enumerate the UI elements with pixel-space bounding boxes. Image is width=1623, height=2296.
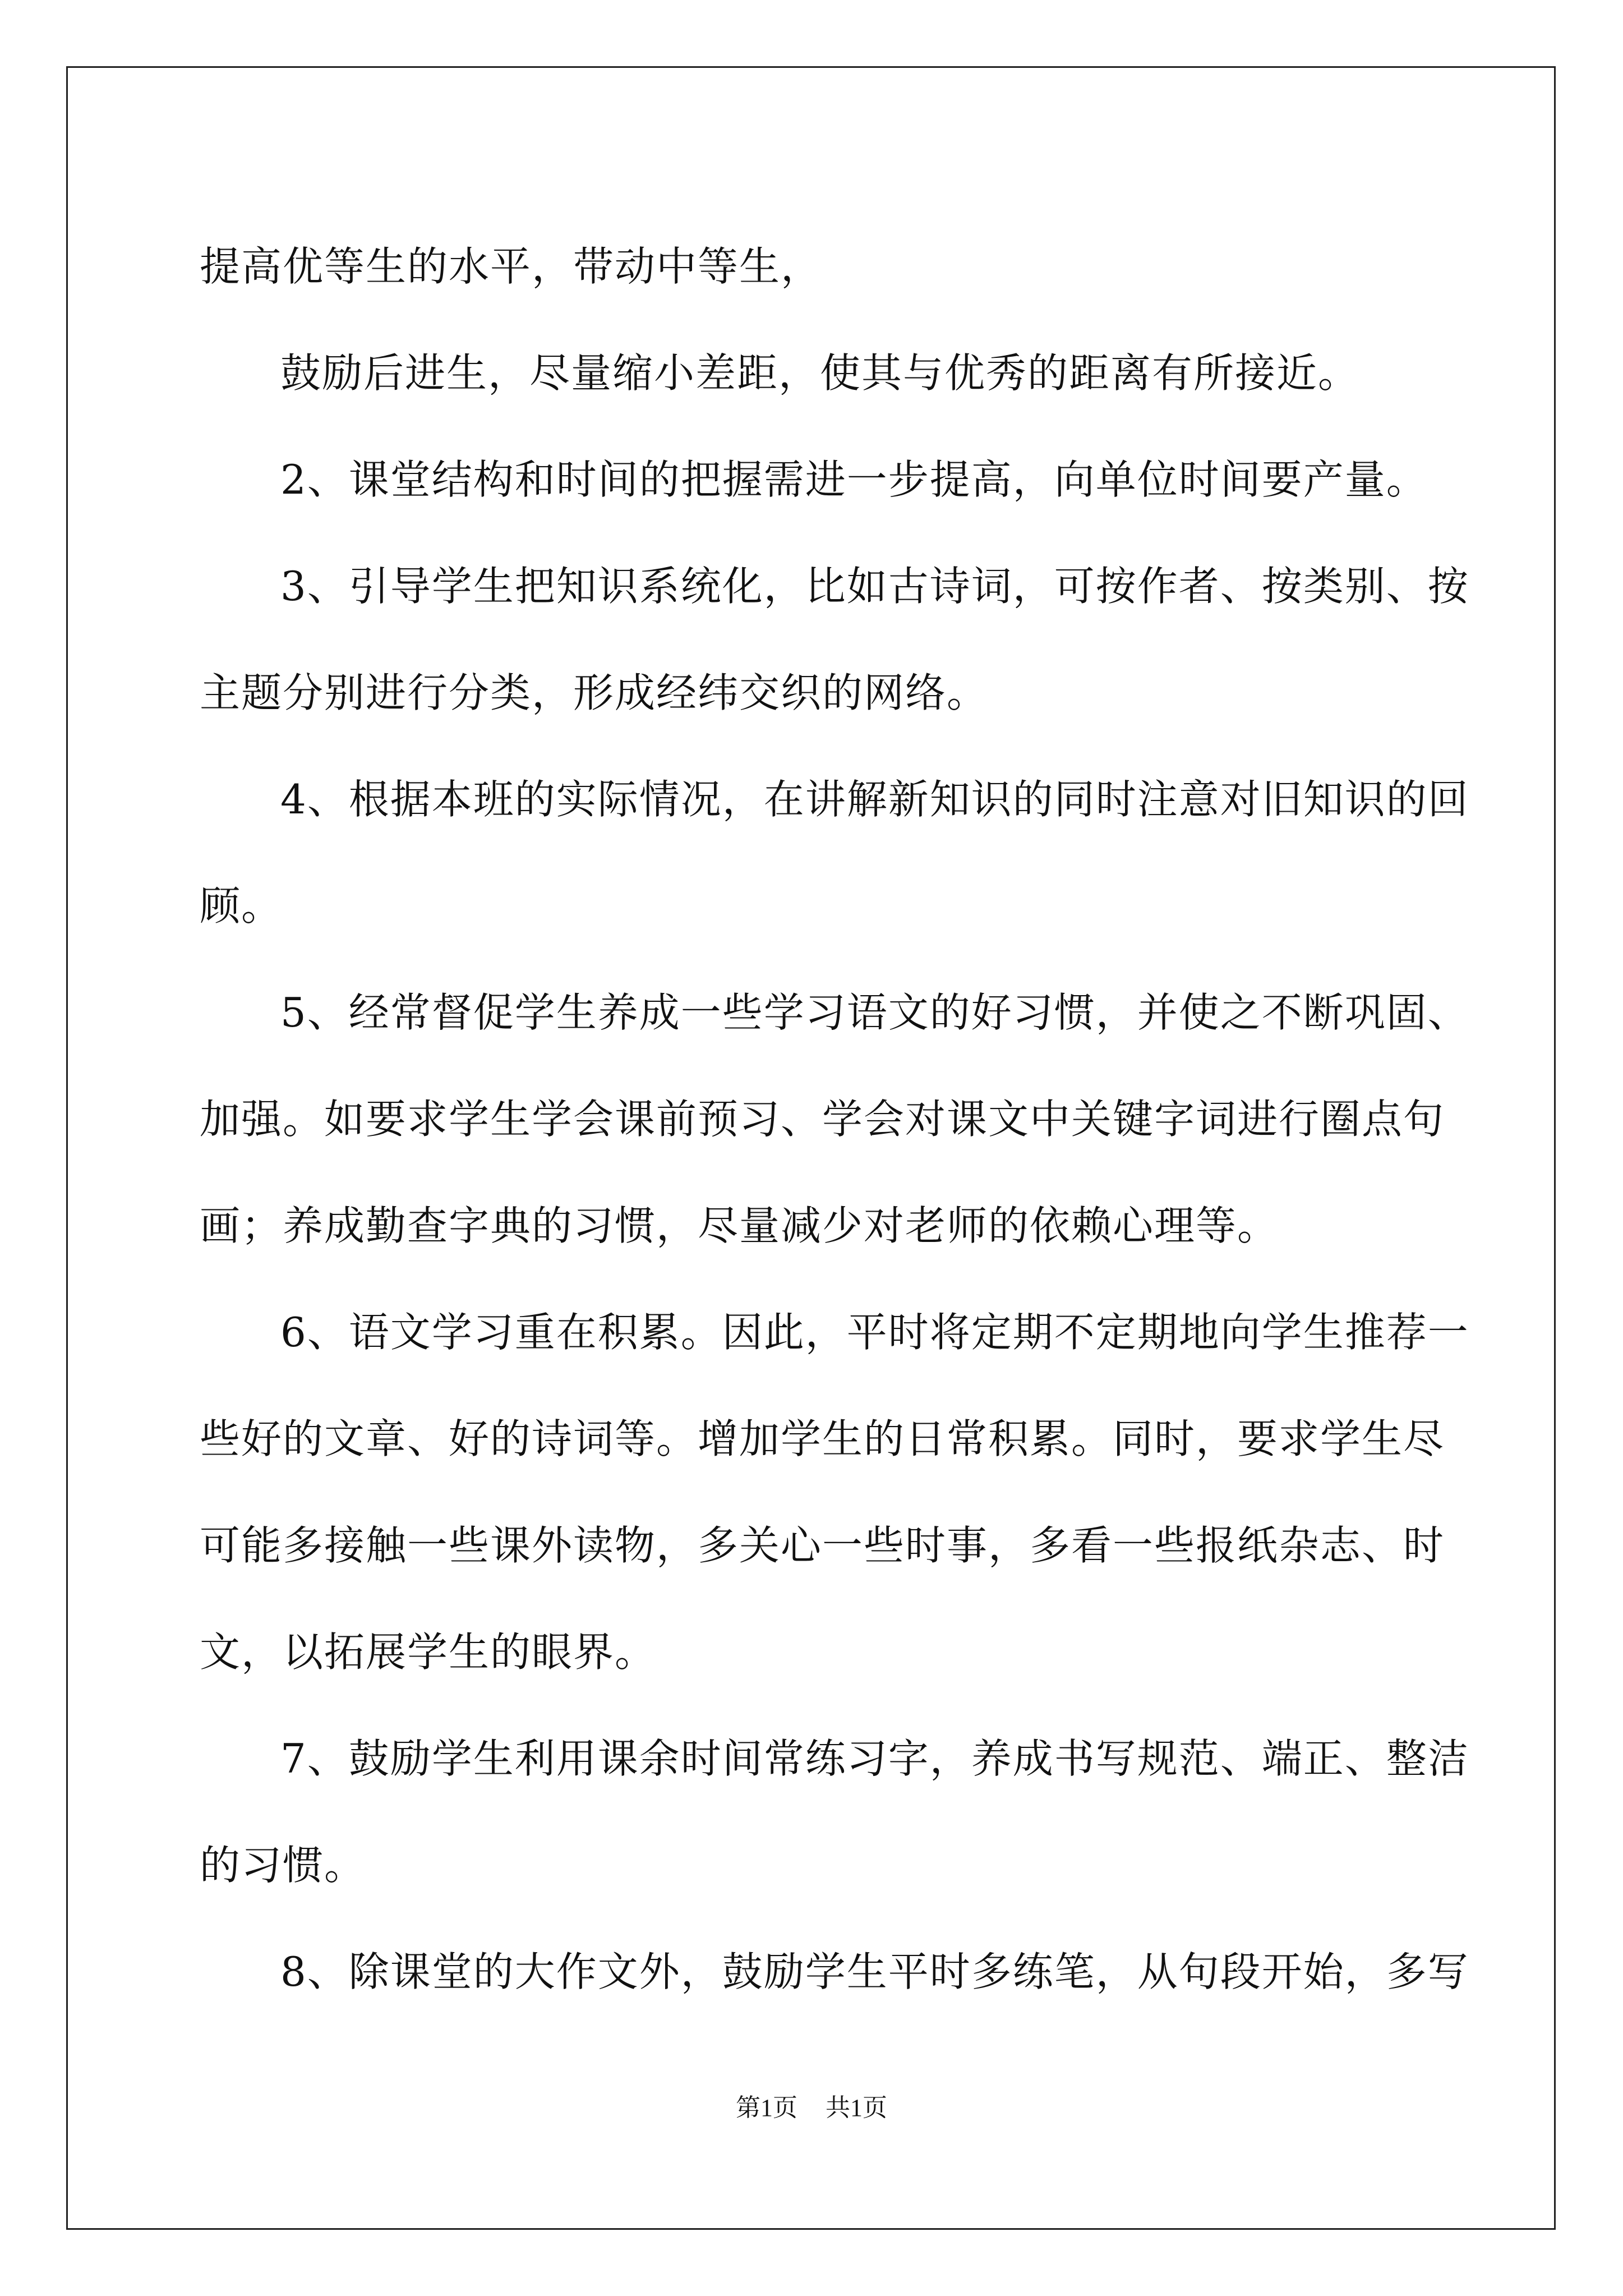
text-line: 顾。	[200, 882, 283, 930]
page-footer	[0, 2091, 1623, 2125]
text-line: 鼓励后进生，尽量缩小差距，使其与优秀的距离有所接近。	[280, 349, 1360, 397]
text-line: 2、课堂结构和时间的把握需进一步提高，向单位时间要产量。	[280, 456, 1428, 503]
page-total: 共1页	[826, 2094, 887, 2122]
text-line: 提高优等生的水平，带动中等生，	[200, 243, 823, 290]
page-number: 第1页	[736, 2094, 797, 2122]
text-line: 可能多接触一些课外读物，多关心一些时事，多看一些报纸杂志、时	[200, 1522, 1445, 1569]
document-body	[200, 213, 1469, 2025]
text-line: 8、除课堂的大作文外，鼓励学生平时多练笔，从句段开始，多写	[280, 1948, 1469, 1995]
text-line: 7、鼓励学生利用课余时间常练习字，养成书写规范、端正、整洁	[280, 1735, 1469, 1782]
text-line: 加强。如要求学生学会课前预习、学会对课文中关键字词进行圈点句	[200, 1096, 1445, 1143]
text-line: 5、经常督促学生养成一些学习语文的好习惯，并使之不断巩固、	[280, 989, 1469, 1036]
text-line: 4、根据本班的实际情况，在讲解新知识的同时注意对旧知识的回	[280, 776, 1469, 823]
text-line: 文，以拓展学生的眼界。	[200, 1628, 657, 1676]
text-line: 画；养成勤查字典的习惯，尽量减少对老师的依赖心理等。	[200, 1202, 1279, 1249]
text-line: 的习惯。	[200, 1842, 366, 1889]
text-line: 3、引导学生把知识系统化，比如古诗词，可按作者、按类别、按	[280, 563, 1469, 610]
text-line: 6、语文学习重在积累。因此，平时将定期不定期地向学生推荐一	[280, 1309, 1469, 1356]
text-line: 主题分别进行分类，形成经纬交织的网络。	[200, 669, 989, 716]
text-line: 些好的文章、好的诗词等。增加学生的日常积累。同时，要求学生尽	[200, 1415, 1445, 1462]
